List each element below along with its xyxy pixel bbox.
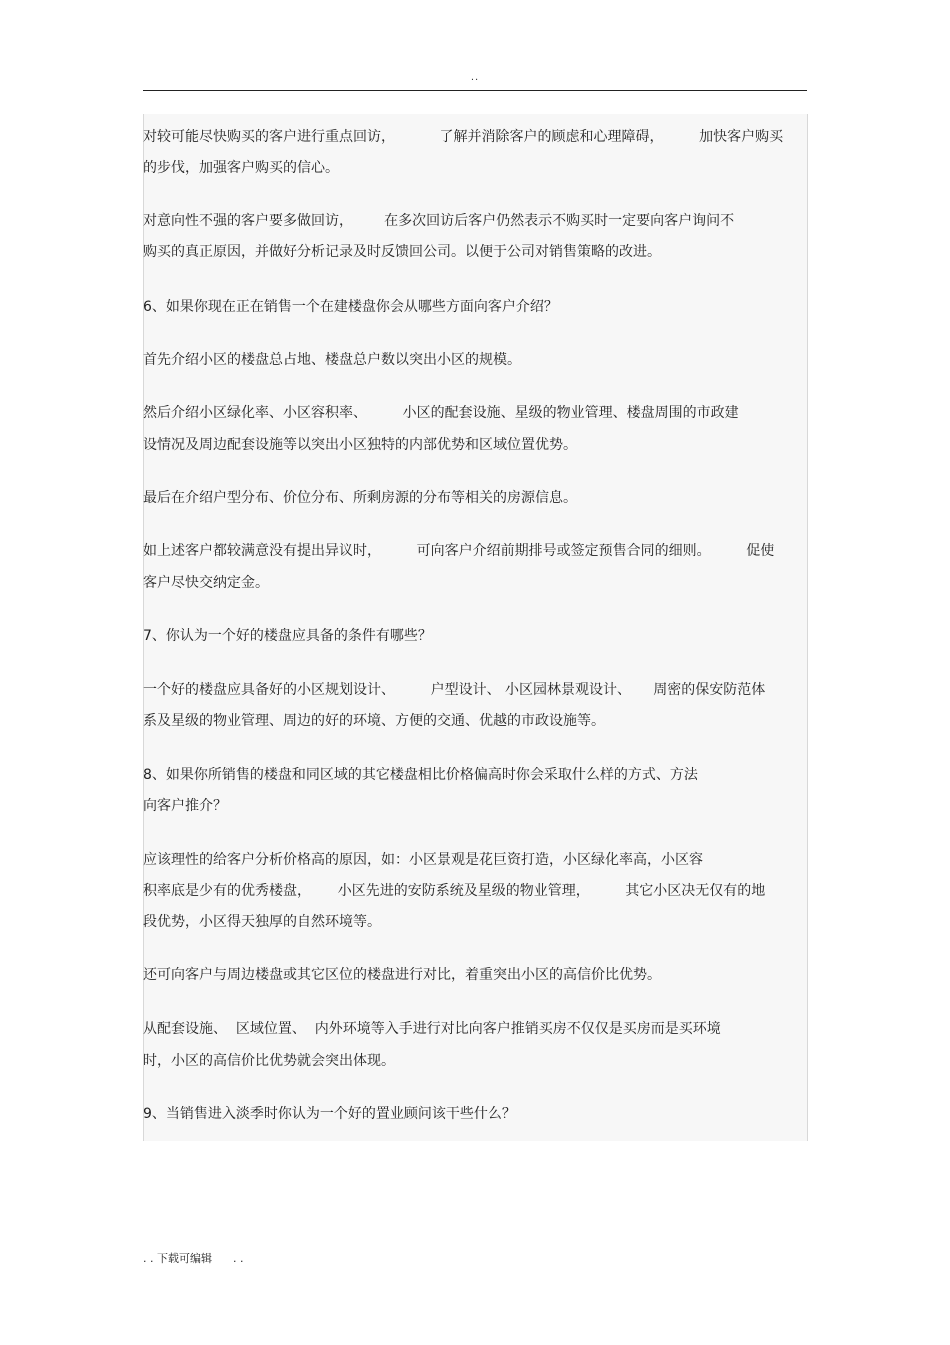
text-line: 然后介绍小区绿化率、小区容积率、 小区的配套设施、星级的物业管理、楼盘周围的市政建 [143,405,739,421]
text-line: 对较可能尽快购买的客户进行重点回访， 了解并消除客户的顾虑和心理障碍， 加快客户购买 [143,129,784,145]
text-line: 的步伐，加强客户购买的信心。 [143,160,339,176]
text-line: 最后在介绍户型分布、价位分布、所剩房源的分布等相关的房源信息。 [143,490,577,506]
text-line: 时，小区的高信价比优势就会突出体现。 [143,1053,395,1069]
text-line: 应该理性的给客户分析价格高的原因，如：小区景观是花巨资打造，小区绿化率高，小区容 [143,852,703,868]
text-line: 系及星级的物业管理、周边的好的环境、方便的交通、优越的市政设施等。 [143,713,605,729]
text-line: 购买的真正原因，并做好分析记录及时反馈回公司。以便于公司对销售策略的改进。 [143,244,661,260]
question-heading: 8、如果你所销售的楼盘和同区域的其它楼盘相比价格偏高时你会采取什么样的方式、方法 [143,767,698,783]
text-line: 设情况及周边配套设施等以突出小区独特的内部优势和区域位置优势。 [143,437,577,453]
question-heading: 7、你认为一个好的楼盘应具备的条件有哪些？ [143,628,432,644]
text-line: 积率底是少有的优秀楼盘， 小区先进的安防系统及星级的物业管理， 其它小区决无仅有的地 [143,883,766,899]
footer-text: . . 下载可编辑 . . [143,1252,244,1265]
text-line: 还可向客户与周边楼盘或其它区位的楼盘进行对比，着重突出小区的高信价比优势。 [143,967,661,983]
text-line: 从配套设施、 区域位置、 内外环境等入手进行对比向客户推销买房不仅仅是买房而是买环境 [143,1021,721,1037]
question-heading: 6、如果你现在正在销售一个在建楼盘你会从哪些方面向客户介绍？ [143,299,558,315]
header-rule [143,90,807,91]
header-mark: .. [470,72,480,83]
text-line: 首先介绍小区的楼盘总占地、楼盘总户数以突出小区的规模。 [143,352,521,368]
text-line: 对意向性不强的客户要多做回访， 在多次回访后客户仍然表示不购买时一定要向客户询问不 [143,213,735,229]
text-line: 如上述客户都较满意没有提出异议时， 可向客户介绍前期排号或签定预售合同的细则。 促使 [143,543,775,559]
text-line: 一个好的楼盘应具备好的小区规划设计、 户型设计、 小区园林景观设计、 周密的保安防范体 [143,682,766,698]
question-heading: 向客户推介？ [143,798,227,814]
question-heading: 9、当销售进入淡季时你认为一个好的置业顾问该干些什么？ [143,1106,516,1122]
text-line: 段优势，小区得天独厚的自然环境等。 [143,914,381,930]
text-line: 客户尽快交纳定金。 [143,575,269,591]
